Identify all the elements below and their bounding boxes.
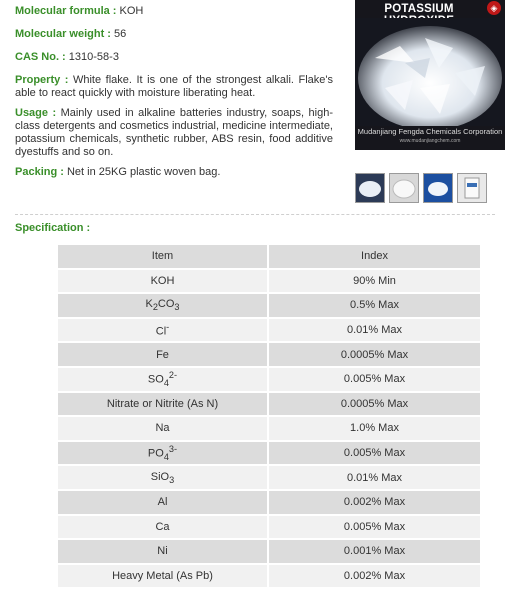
property-line [15,74,333,100]
table-row [58,516,480,539]
index-cell: 0.01% Max [269,319,480,342]
product-photo[interactable] [355,0,505,150]
table-row [58,393,480,416]
index-cell: 0.001% Max [269,540,480,563]
index-cell: 0.01% Max [269,466,480,489]
weight-value: 56 [114,28,127,40]
index-cell: 0.002% Max [269,565,480,588]
item-cell: Ca [58,516,269,539]
flakes-image [355,18,505,126]
table-row [58,319,480,342]
header-index: Index [269,245,480,268]
formula-label: Molecular formula : [15,5,117,17]
item-cell: $SO_4^{2-}$ [58,368,269,391]
photo-company: Mudanjiang Fengda Chemicals Corporation [357,127,503,136]
index-cell: 0.005% Max [269,442,480,465]
item-cell: Fe [58,343,269,366]
property-text: White flake. It is one of the strongest alkali. Flake's able to react quickly with moisture liberating heat. [15,74,333,99]
dish-thumbnail[interactable] [389,173,419,203]
index-cell: 0.005% Max [269,368,480,391]
header-item: Item [58,245,269,268]
index-cell: 0.0005% Max [269,343,480,366]
table-row [58,466,480,489]
item-cell: Ni [58,540,269,563]
table-row [58,270,480,293]
packing-text: Net in 25KG plastic woven bag. [66,166,221,178]
item-cell: Na [58,417,269,440]
index-cell: 0.5% Max [269,294,480,317]
item-cell: $PO_4^{3-}$ [58,442,269,465]
table-row [58,442,480,465]
packing-label: Packing : [15,166,64,178]
usage-text: Mainly used in alkaline batteries industry, soaps, high-class detergents and cosmetics industrial, medicine intermediate, potassium chemicals, synthetic rubber, ABS resin, food additive dyestuffs and so on. [15,107,333,158]
usage-label: Usage : [15,107,57,119]
item-cell: Heavy Metal (As Pb) [58,565,269,588]
brand-logo-icon: ◈ [487,1,501,15]
table-row [58,368,480,391]
index-cell: 90% Min [269,270,480,293]
packing-line [15,166,333,179]
item-cell: Nitrate or Nitrite (As N) [58,393,269,416]
flakes-thumbnail[interactable] [355,173,385,203]
photo-title: POTASSIUM [384,3,454,15]
item-cell: KOH [58,270,269,293]
table-header-row [58,245,480,268]
table-row [58,343,480,366]
usage-line [15,107,333,159]
formula-line [15,5,333,18]
table-row [58,417,480,440]
specification-title: Specification : [15,222,91,234]
section-divider [15,214,495,215]
table-row [58,294,480,317]
specification-table [58,243,480,589]
weight-label: Molecular weight : [15,28,111,40]
formula-value: KOH [119,5,144,17]
photo-website: www.mudanjiangchem.com [399,138,461,144]
table-row [58,491,480,514]
property-label: Property : [15,74,69,86]
bag-thumbnail[interactable] [457,173,487,203]
cas-value: 1310-58-3 [68,51,119,63]
product-info [15,0,333,189]
item-cell: Cl- [58,319,269,342]
table-row [58,540,480,563]
table-row [58,565,480,588]
index-cell: 1.0% Max [269,417,480,440]
item-cell: $K_2CO_3$ [58,294,269,317]
cas-label: CAS No. : [15,51,66,63]
index-cell: 0.0005% Max [269,393,480,416]
item-cell: Al [58,491,269,514]
index-cell: 0.002% Max [269,491,480,514]
cas-line [15,51,333,64]
index-cell: 0.005% Max [269,516,480,539]
item-cell: SiO$_3$ [58,466,269,489]
weight-line [15,28,333,41]
granules-thumbnail[interactable] [423,173,453,203]
